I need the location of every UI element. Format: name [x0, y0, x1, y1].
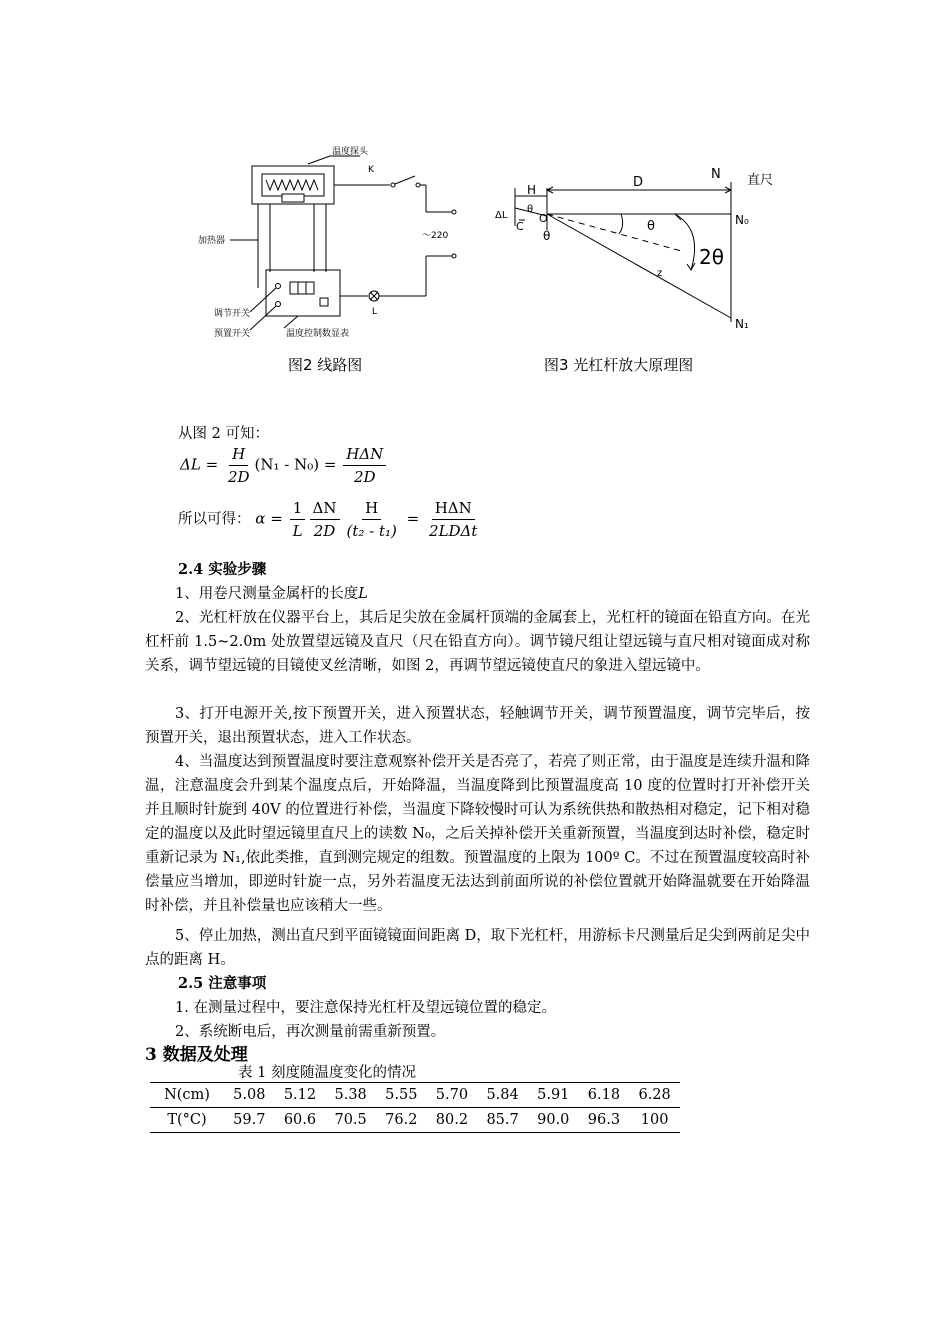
f2-d2: 2D [313, 522, 336, 540]
f2-n1: 1 [290, 498, 306, 520]
delta-l-label: ΔL [495, 210, 508, 221]
table-row-t [150, 1108, 680, 1133]
z-label: z [657, 268, 663, 279]
f2-lhs: α [255, 509, 266, 528]
step-1 [145, 582, 810, 606]
section-2-4-title: 2.4 实验步骤 [178, 561, 267, 578]
section-2-5-title: 2.5 注意事项 [178, 975, 267, 992]
step-2-text: 2、光杠杆放在仪器平台上，其后足尖放在金属杆顶端的金属套上，光杠杆的镜面在铅直方向。在光杠杆前 1.5~2.0m 处放置望远镜及直尺（尺在铅直方向）。调节镜尺组让望远镜与直尺相对镜面成对称关系，调节望远镜的目镜使叉丝清晰，如图 2，再调节望远镜使直尺的象进入望远镜中。 [145, 610, 810, 674]
table-cell: 5.08 [224, 1083, 275, 1108]
row-n-label: N(cm) [150, 1083, 224, 1108]
table-cell: 70.5 [325, 1108, 376, 1133]
display-label: 温度控制数显表 [286, 329, 350, 339]
heater-coil [266, 180, 318, 190]
f2-frac3 [344, 498, 400, 541]
f2-frac4 [426, 498, 480, 541]
f1-num: H [229, 444, 248, 466]
two-theta-label: 2θ [699, 245, 724, 269]
f2-eq: = [270, 509, 283, 528]
f2-frac2 [310, 498, 340, 541]
step-2 [145, 606, 810, 678]
table-caption: 表 1 刻度随温度变化的情况 [238, 1065, 416, 1081]
n0-label: N₀ [735, 213, 749, 227]
o-label: O [539, 212, 548, 225]
f1-den2: 2D [353, 468, 376, 486]
lamp-label: L [372, 307, 378, 317]
theta-lower-label: θ [543, 229, 551, 243]
table-cell: 5.84 [477, 1083, 528, 1108]
table-cell: 5.91 [528, 1083, 579, 1108]
table-cell: 90.0 [528, 1108, 579, 1133]
table-row-n [150, 1083, 680, 1108]
step-4 [145, 750, 810, 918]
theta-label: θ [647, 219, 655, 234]
figure3-caption: 图3 光杠杆放大原理图 [544, 356, 694, 374]
note-1-text: 1. 在测量过程中，要注意保持光杠杆及望远镜位置的稳定。 [175, 1000, 556, 1016]
step-3 [145, 702, 810, 750]
table-cell: 6.18 [579, 1083, 630, 1108]
f2-n3: H [362, 498, 381, 520]
preset-switch-label: 预置开关 [214, 329, 251, 339]
step-3-text: 3、打开电源开关,按下预置开关，进入预置状态，轻触调节开关，调节预置温度，调节完毕后，按预置开关，退出预置状态，进入工作状态。 [145, 706, 810, 746]
table-cell: 5.70 [427, 1083, 478, 1108]
c-label: C [516, 220, 524, 233]
adjust-switch-label: 调节开关 [214, 309, 251, 319]
formula-delta-l [180, 444, 388, 487]
optical-lever-diagram [495, 160, 795, 340]
section-3-title: 3 数据及处理 [145, 1045, 248, 1065]
table-cell: 85.7 [477, 1108, 528, 1133]
row-t-label: T(°C) [150, 1108, 224, 1133]
table-cell: 60.6 [275, 1108, 326, 1133]
table-cell: 100 [629, 1108, 680, 1133]
probe-label: 温度探头 [332, 147, 369, 157]
f1-eq: = [205, 455, 219, 474]
table-cell: 59.7 [224, 1108, 275, 1133]
f2-n4: HΔN [432, 498, 475, 520]
f1-lhs: ΔL [180, 455, 201, 474]
table-cell: 80.2 [427, 1108, 478, 1133]
therefore-label: 所以可得： [178, 511, 251, 528]
f1-num2: HΔN [343, 444, 386, 466]
step-1-text: 1、用卷尺测量金属杆的长度 [175, 586, 359, 602]
f2-n2: ΔN [310, 498, 340, 520]
n-label: N [711, 167, 721, 182]
d-label: D [633, 175, 644, 190]
f1-frac [225, 444, 253, 487]
step-5-text: 5、停止加热，测出直尺到平面镜镜面间距离 D，取下光杠杆，用游标卡尺测量后足尖到两前足尖中点的距离 H。 [145, 928, 810, 968]
f2-eq2: = [406, 509, 420, 528]
f2-d4: 2LDΔt [429, 522, 478, 540]
formula-intro: 从图 2 可知： [178, 426, 269, 442]
table-cell: 5.12 [275, 1083, 326, 1108]
heater-label: 加热器 [198, 236, 226, 246]
table-cell: 6.28 [629, 1083, 680, 1108]
note-1 [145, 996, 810, 1020]
display-box [266, 270, 340, 316]
ruler-label: 直尺 [747, 173, 774, 188]
switch-k-label: K [368, 165, 374, 175]
formula-alpha [178, 498, 482, 541]
note-2-text: 2、系统断电后，再次测量前需重新预置。 [175, 1024, 446, 1040]
data-table [150, 1082, 680, 1133]
f1-paren: (N₁ - N₀) [254, 455, 320, 474]
f2-frac1 [290, 498, 306, 541]
f1-frac2 [343, 444, 386, 487]
table-cell: 5.38 [325, 1083, 376, 1108]
table-cell: 76.2 [376, 1108, 427, 1133]
table-cell: 96.3 [579, 1108, 630, 1133]
f1-den: 2D [227, 468, 250, 486]
f2-d3: (t₂ - t₁) [346, 522, 397, 540]
n1-label: N₁ [735, 317, 749, 331]
h-label: H [527, 183, 537, 197]
step-5 [145, 924, 810, 972]
figure2-caption: 图2 线路图 [288, 356, 363, 374]
step-1-var: L [358, 586, 368, 602]
theta-small-label: θ [527, 204, 534, 215]
f1-eq2: = [323, 455, 337, 474]
table-cell: 5.55 [376, 1083, 427, 1108]
circuit-diagram [190, 140, 480, 350]
voltage-label: ～220 [422, 231, 449, 241]
step-4-text: 4、当温度达到预置温度时要注意观察补偿开关是否亮了，若亮了则正常，由于温度是连续升温和降温，注意温度会升到某个温度点后，开始降温，当温度降到比预置温度高 10 度的位置时打开补偿开关并且顺时针旋到 40V 的位置进行补偿，当温度下降较慢时可认为系统供热和散热相对稳定，记下相对稳定的温度以及此时望远镜里直尺上的读数 N₀，之后关掉补偿开关重新预置，当温度到达时补偿，稳定时重新记录为 N₁,依此类推，直到测完规定的组数。预置温度的上限为 100º C。不过在预置温度较高时补偿量应当增加，即逆时针旋一点，另外若温度无法达到前面所说的补偿位置就开始降温就要在开始降温时补偿，并且补偿量也应该稍大一些。 [145, 754, 810, 914]
switch-k [395, 176, 415, 184]
f2-d1: L [292, 522, 303, 540]
